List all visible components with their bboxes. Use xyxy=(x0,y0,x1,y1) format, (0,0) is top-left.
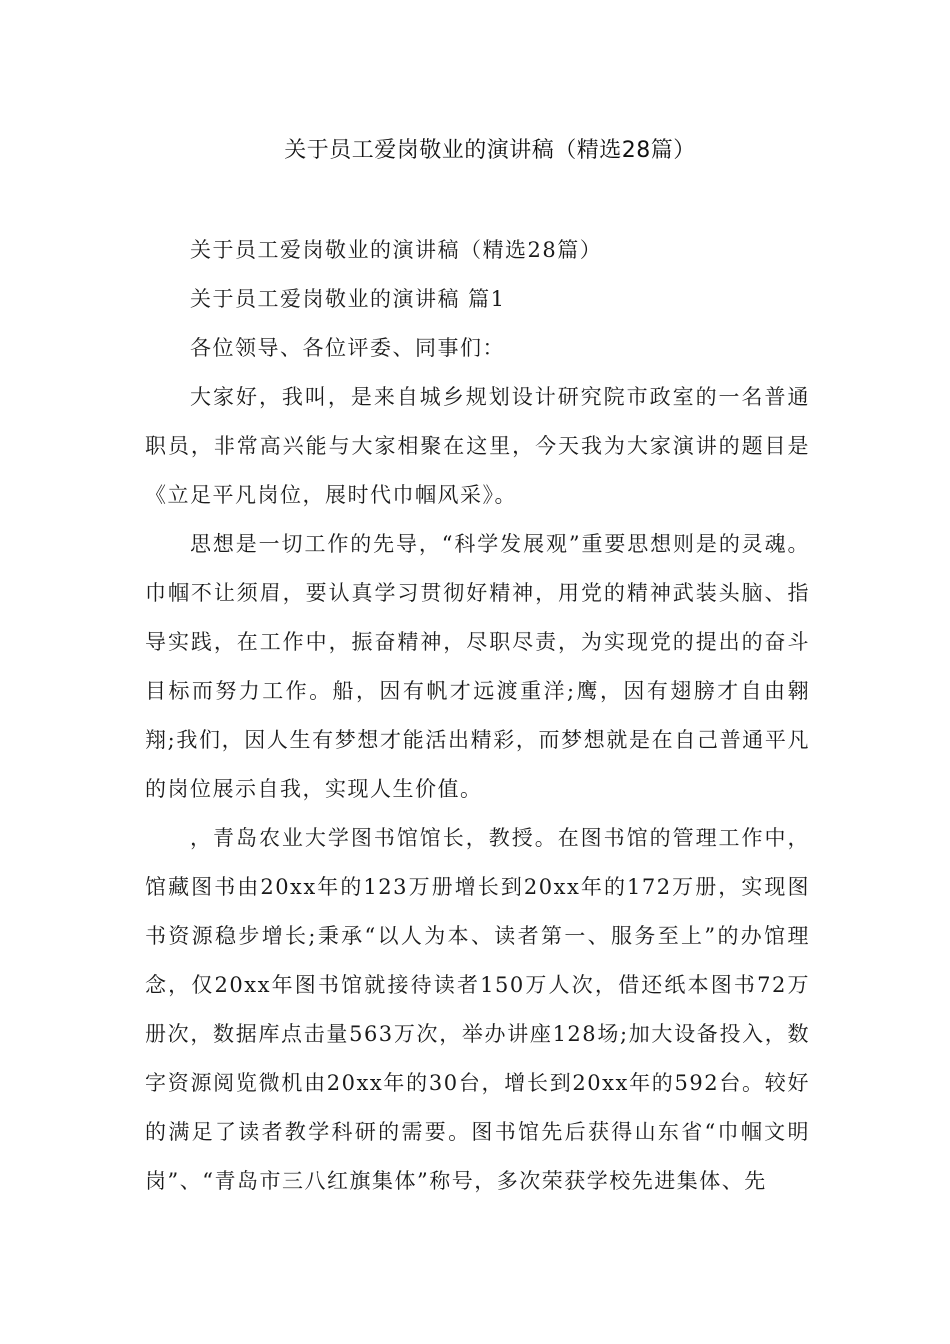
paragraph-section-heading: 关于员工爱岗敬业的演讲稿 篇1 xyxy=(190,287,506,311)
document-title: 关于员工爱岗敬业的演讲稿（精选28篇） xyxy=(284,138,696,163)
paragraph-salutation: 各位领导、各位评委、同事们： xyxy=(190,336,505,360)
paragraph-subtitle: 关于员工爱岗敬业的演讲稿（精选28篇） xyxy=(190,238,603,262)
paragraph-intro: 大家好，我叫，是来自城乡规划设计研究院市政室的一名普通职员，非常高兴能与大家相聚在这里，今天我为大家演讲的题目是《立足平凡岗位，展时代巾帼风采》。 xyxy=(145,385,810,507)
paragraph-library: ，青岛农业大学图书馆馆长，教授。在图书馆的管理工作中，馆藏图书由20xx年的123万册增长到20xx年的172万册，实现图书资源稳步增长;秉承“以人为本、读者第一、服务至上”的办馆理念，仅20xx年图书馆就接待读者150万人次，借还纸本图书72万册次，数据库点击量563万次，举办讲座128场;加大设备投入，数字资源阅览微机由20xx年的30台，增长到20xx年的592台。较好的满足了读者教学科研的需要。图书馆先后获得山东省“巾帼文明岗”、“青岛市三八红旗集体”称号，多次荣获学校先进集体、先 xyxy=(145,826,810,1193)
document-body xyxy=(145,226,810,1206)
paragraph-thought: 思想是一切工作的先导，“科学发展观”重要思想则是的灵魂。巾帼不让须眉，要认真学习贯彻好精神，用党的精神武装头脑、指导实践，在工作中，振奋精神，尽职尽责，为实现党的提出的奋斗目标而努力工作。船，因有帆才远渡重洋;鹰，因有翅膀才自由翱翔;我们，因人生有梦想才能活出精彩，而梦想就是在自己普通平凡的岗位展示自我，实现人生价值。 xyxy=(145,532,810,801)
